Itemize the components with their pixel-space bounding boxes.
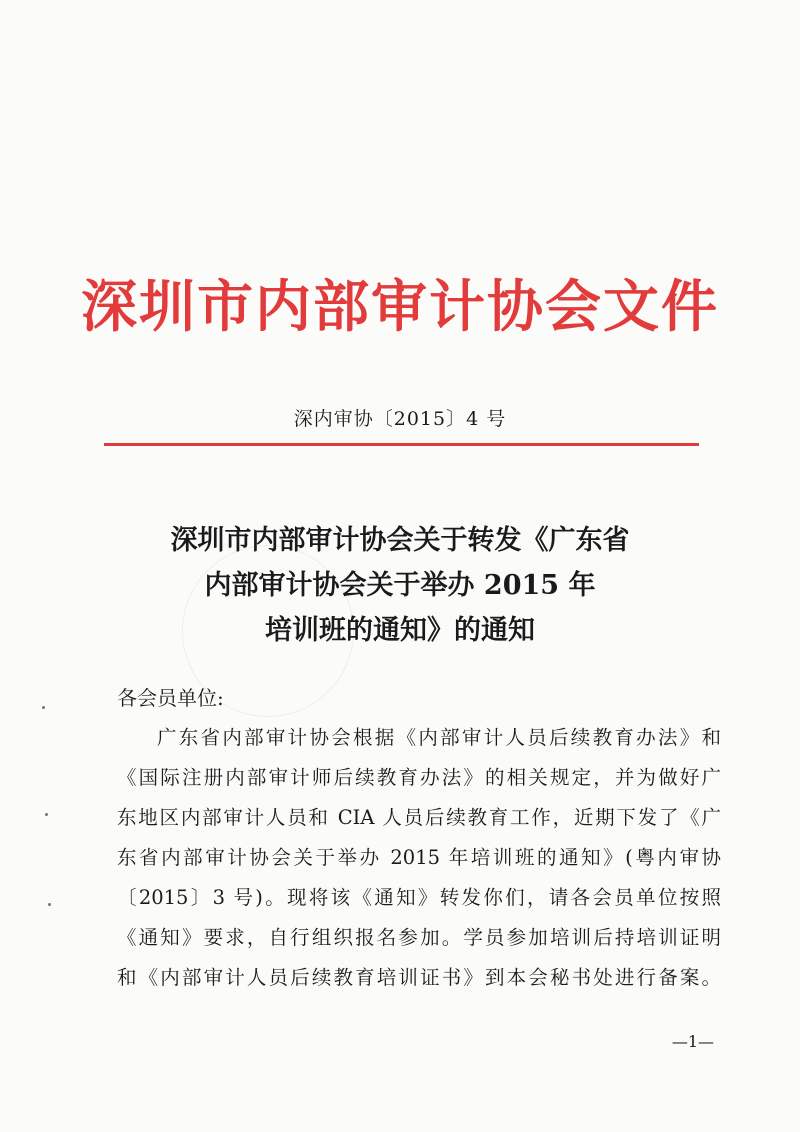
scan-speck <box>42 706 45 709</box>
title-line-2: 内部审计协会关于举办 2015 年 <box>204 570 596 601</box>
body-line-7: 和《内部审计人员后续教育培训证书》到本会秘书处进行备案。 <box>117 966 721 989</box>
body-line-1: 广东省内部审计协会根据《内部审计人员后续教育办法》和 <box>157 726 721 749</box>
red-divider-line <box>104 443 699 446</box>
title-line-3: 培训班的通知》的通知 <box>265 615 535 646</box>
salutation: 各会员单位: <box>117 686 224 710</box>
body-paragraph <box>117 718 721 998</box>
page-number: —1— <box>671 1032 714 1051</box>
body-line-5: 〔2015〕3 号)。现将该《通知》转发你们，请各会员单位按照 <box>117 886 721 909</box>
document-title <box>80 518 720 653</box>
scan-speck <box>48 903 51 906</box>
document-number: 深内审协〔2015〕4 号 <box>293 408 507 430</box>
title-line-1: 深圳市内部审计协会关于转发《广东省 <box>170 525 630 556</box>
body-line-2: 《国际注册内部审计师后续教育办法》的相关规定，并为做好广 <box>117 766 721 789</box>
body-line-3: 东地区内部审计人员和 CIA 人员后续教育工作，近期下发了《广 <box>117 806 721 829</box>
body-line-4: 东省内部审计协会关于举办 2015 年培训班的通知》(粤内审协 <box>117 846 721 869</box>
scan-speck <box>45 813 48 816</box>
body-line-6: 《通知》要求，自行组织报名参加。学员参加培训后持培训证明 <box>117 926 721 949</box>
document-masthead: 深圳市内部审计协会文件 <box>81 275 719 340</box>
